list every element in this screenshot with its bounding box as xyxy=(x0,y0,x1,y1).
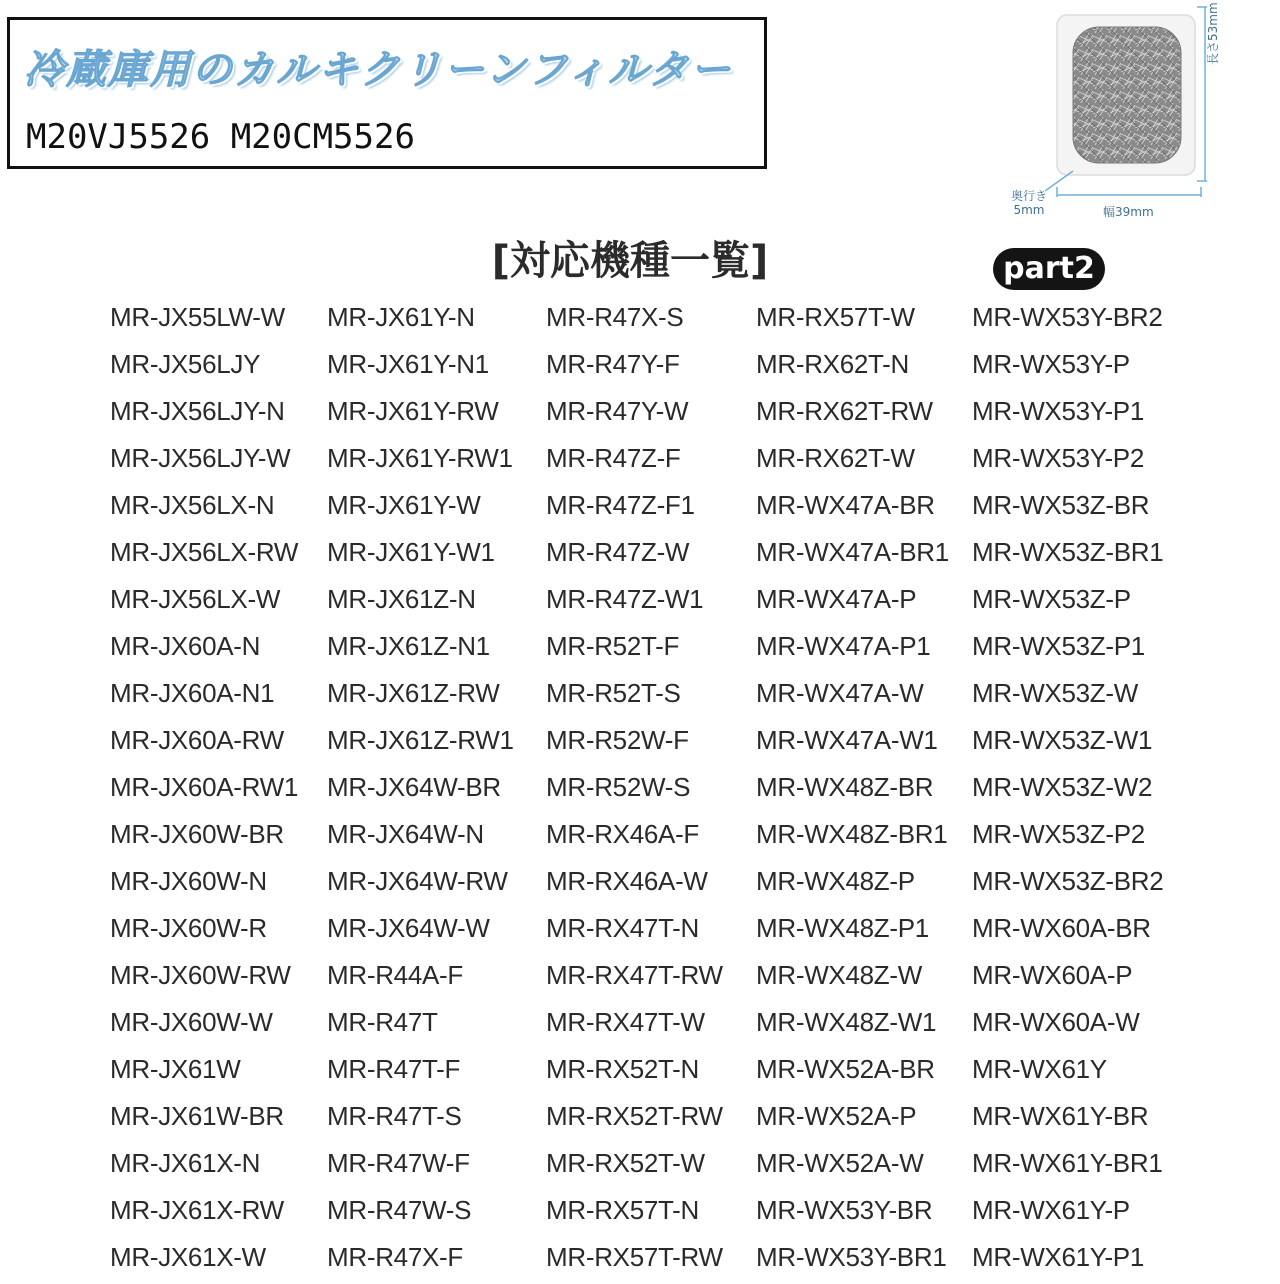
model-column xyxy=(972,297,1163,1284)
height-label: 長さ53mm xyxy=(1206,2,1220,65)
product-title: 冷蔵庫用のカルキクリーンフィルター xyxy=(24,46,733,93)
part-badge: part2 xyxy=(993,248,1105,290)
model-item: MR-JX61Z-RW1 xyxy=(327,725,514,755)
model-item: MR-R47T-F xyxy=(327,1054,461,1084)
model-item: MR-JX61Y-N1 xyxy=(327,349,489,379)
model-item: MR-RX47T-RW xyxy=(546,960,723,990)
model-item: MR-WX61Y xyxy=(972,1054,1107,1084)
model-item: MR-WX47A-P xyxy=(756,584,917,614)
model-item: MR-JX60A-RW xyxy=(110,725,284,755)
model-item: MR-RX52T-N xyxy=(546,1054,700,1084)
model-item: MR-WX53Y-P1 xyxy=(972,396,1145,426)
title-box xyxy=(7,17,767,169)
model-item: MR-WX53Y-P xyxy=(972,349,1130,379)
model-item: MR-WX52A-P xyxy=(756,1101,917,1131)
model-item: MR-WX61Y-BR xyxy=(972,1101,1149,1131)
model-item: MR-WX52A-BR xyxy=(756,1054,935,1084)
model-item: MR-RX57T-N xyxy=(546,1195,700,1225)
model-item: MR-WX53Y-BR1 xyxy=(756,1242,947,1272)
model-item: MR-JX64W-N xyxy=(327,819,484,849)
model-item: MR-WX53Y-P2 xyxy=(972,443,1145,473)
model-item: MR-WX60A-P xyxy=(972,960,1133,990)
model-item: MR-RX62T-W xyxy=(756,443,915,473)
model-item: MR-WX48Z-W1 xyxy=(756,1007,937,1037)
width-label: 幅39mm xyxy=(1103,205,1154,219)
model-item: MR-RX52T-W xyxy=(546,1148,705,1178)
model-item: MR-JX60A-N xyxy=(110,631,261,661)
model-item: MR-WX53Z-BR xyxy=(972,490,1150,520)
depth-pointer-line xyxy=(1045,171,1073,191)
model-item: MR-WX47A-W1 xyxy=(756,725,938,755)
model-item: MR-WX48Z-P1 xyxy=(756,913,929,943)
model-item: MR-JX64W-BR xyxy=(327,772,501,802)
model-item: MR-JX60W-BR xyxy=(110,819,284,849)
model-item: MR-R52W-S xyxy=(546,772,691,802)
model-item: MR-JX61X-RW xyxy=(110,1195,284,1225)
filter-pad xyxy=(1073,27,1181,163)
model-item: MR-R52T-F xyxy=(546,631,680,661)
model-column xyxy=(327,297,514,1284)
model-item: MR-RX47T-N xyxy=(546,913,700,943)
model-item: MR-WX47A-BR xyxy=(756,490,935,520)
model-item: MR-R47T xyxy=(327,1007,438,1037)
model-item: MR-JX61W xyxy=(110,1054,241,1084)
model-item: MR-R47Z-F xyxy=(546,443,681,473)
model-item: MR-JX56LX-W xyxy=(110,584,281,614)
model-item: MR-RX46A-F xyxy=(546,819,700,849)
model-column xyxy=(110,297,298,1284)
model-item: MR-R47W-S xyxy=(327,1195,472,1225)
model-item: MR-WX47A-P1 xyxy=(756,631,931,661)
model-item: MR-R47X-F xyxy=(327,1242,463,1272)
model-item: MR-JX56LX-N xyxy=(110,490,275,520)
model-item: MR-WX53Z-W2 xyxy=(972,772,1153,802)
model-item: MR-RX47T-W xyxy=(546,1007,705,1037)
model-item: MR-RX62T-RW xyxy=(756,396,933,426)
model-item: MR-JX61Z-RW xyxy=(327,678,500,708)
model-item: MR-WX61Y-P xyxy=(972,1195,1130,1225)
model-item: MR-WX47A-W xyxy=(756,678,924,708)
model-item: MR-JX61Y-W xyxy=(327,490,481,520)
model-item: MR-R44A-F xyxy=(327,960,463,990)
model-item: MR-WX48Z-BR xyxy=(756,772,934,802)
model-item: MR-WX52A-W xyxy=(756,1148,924,1178)
model-item: MR-R47T-S xyxy=(327,1101,462,1131)
model-item: MR-WX48Z-P xyxy=(756,866,915,896)
model-item: MR-WX61Y-BR1 xyxy=(972,1148,1163,1178)
model-item: MR-WX53Z-BR1 xyxy=(972,537,1164,567)
model-item: MR-JX56LX-RW xyxy=(110,537,299,567)
model-item: MR-R52T-S xyxy=(546,678,681,708)
model-item: MR-WX48Z-W xyxy=(756,960,922,990)
model-item: MR-R47Y-W xyxy=(546,396,689,426)
model-item: MR-WX60A-BR xyxy=(972,913,1151,943)
model-item: MR-RX57T-RW xyxy=(546,1242,723,1272)
model-item: MR-JX61X-W xyxy=(110,1242,266,1272)
compatible-models-heading: [対応機種一覧] xyxy=(491,238,769,284)
model-item: MR-JX61Y-RW xyxy=(327,396,499,426)
model-item: MR-JX60W-N xyxy=(110,866,267,896)
model-item: MR-WX48Z-BR1 xyxy=(756,819,948,849)
model-item: MR-WX53Z-P2 xyxy=(972,819,1145,849)
model-item: MR-RX52T-RW xyxy=(546,1101,723,1131)
model-item: MR-R47Z-W1 xyxy=(546,584,704,614)
model-item: MR-WX53Z-W xyxy=(972,678,1138,708)
model-item: MR-JX61Y-N xyxy=(327,302,475,332)
model-item: MR-R47W-F xyxy=(327,1148,470,1178)
model-item: MR-JX55LW-W xyxy=(110,302,285,332)
model-item: MR-WX53Y-BR2 xyxy=(972,302,1163,332)
filter-model-numbers: M20VJ5526 M20CM5526 xyxy=(26,117,415,157)
model-item: MR-JX56LJY xyxy=(110,349,261,379)
depth-label-text: 奥行き xyxy=(1010,189,1047,203)
model-item: MR-JX61X-N xyxy=(110,1148,261,1178)
model-item: MR-JX60W-RW xyxy=(110,960,291,990)
model-item: MR-WX61Y-P1 xyxy=(972,1242,1145,1272)
model-item: MR-JX61Z-N xyxy=(327,584,476,614)
model-item: MR-WX53Z-P xyxy=(972,584,1131,614)
model-item: MR-R52W-F xyxy=(546,725,689,755)
model-item: MR-WX53Y-BR xyxy=(756,1195,933,1225)
model-item: MR-JX61Z-N1 xyxy=(327,631,490,661)
model-item: MR-JX60A-N1 xyxy=(110,678,275,708)
model-item: MR-RX46A-W xyxy=(546,866,708,896)
depth-label xyxy=(1001,189,1057,217)
model-item: MR-JX61Y-W1 xyxy=(327,537,495,567)
model-item: MR-WX53Z-BR2 xyxy=(972,866,1164,896)
model-item: MR-WX60A-W xyxy=(972,1007,1140,1037)
depth-label-value: 5mm xyxy=(1013,203,1045,217)
model-item: MR-JX61W-BR xyxy=(110,1101,284,1131)
model-item: MR-R47Z-F1 xyxy=(546,490,695,520)
model-item: MR-JX61Y-RW1 xyxy=(327,443,513,473)
model-item: MR-JX64W-W xyxy=(327,913,490,943)
model-column xyxy=(546,297,723,1284)
model-item: MR-JX56LJY-N xyxy=(110,396,285,426)
model-item: MR-JX60W-W xyxy=(110,1007,273,1037)
model-item: MR-R47Y-F xyxy=(546,349,680,379)
model-item: MR-R47X-S xyxy=(546,302,684,332)
model-item: MR-JX64W-RW xyxy=(327,866,508,896)
model-item: MR-WX53Z-P1 xyxy=(972,631,1145,661)
model-item: MR-WX53Z-W1 xyxy=(972,725,1153,755)
model-item: MR-JX60W-R xyxy=(110,913,267,943)
model-item: MR-WX47A-BR1 xyxy=(756,537,949,567)
model-item: MR-RX57T-W xyxy=(756,302,915,332)
model-column xyxy=(756,297,949,1284)
model-item: MR-R47Z-W xyxy=(546,537,690,567)
filter-dimension-figure xyxy=(995,2,1255,225)
model-item: MR-RX62T-N xyxy=(756,349,910,379)
model-item: MR-JX56LJY-W xyxy=(110,443,291,473)
model-item: MR-JX60A-RW1 xyxy=(110,772,299,802)
